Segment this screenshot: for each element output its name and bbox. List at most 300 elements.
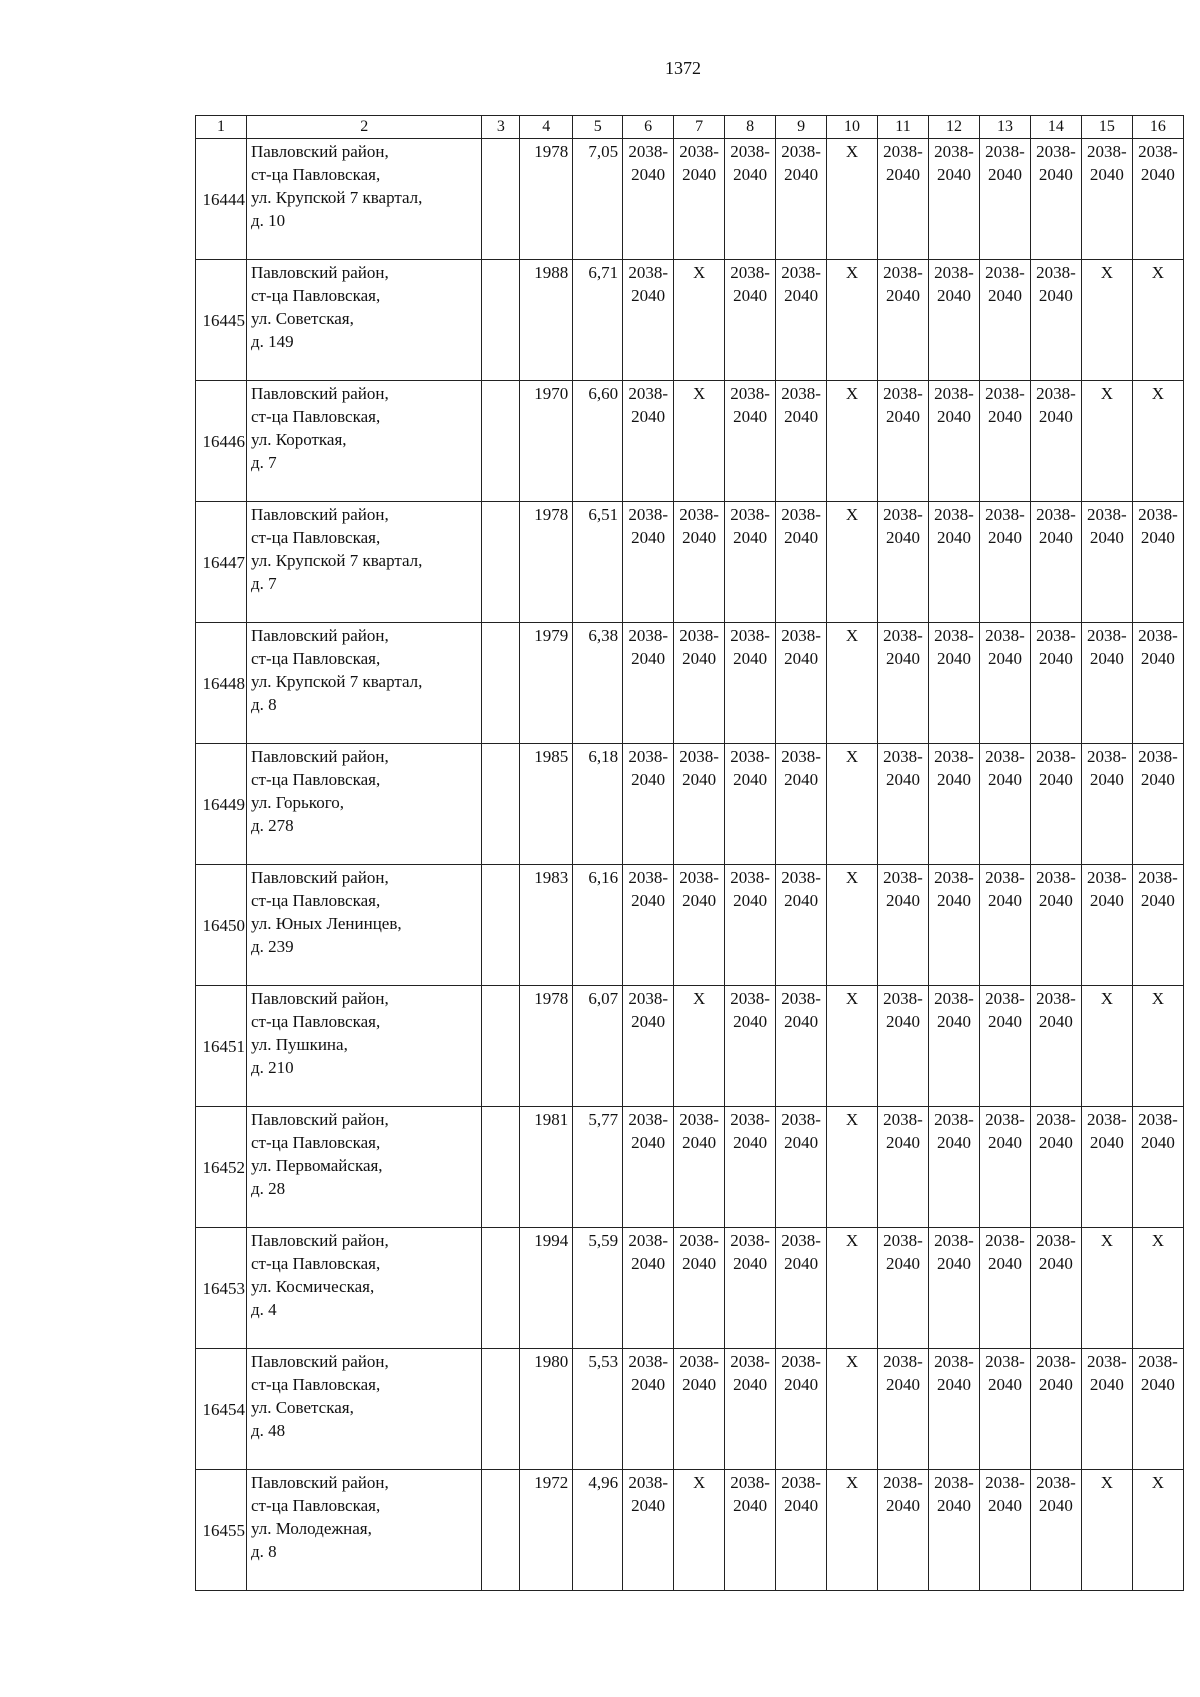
period-cell [623,502,674,623]
cell-line: 2040 [733,165,768,184]
cell-line: 2038- [730,505,770,524]
table-row [196,744,1184,865]
table-row [196,865,1184,986]
cell-line: Х [845,989,859,1008]
cell-line: Павловский район, [250,1473,389,1492]
cell-line: Х [845,505,859,524]
cell-line: 2038- [883,1110,923,1129]
cell-line: 2040 [631,1496,666,1515]
table-row [196,623,1184,744]
value-cell: 4,96 [573,1470,623,1591]
cell-line: 2038- [679,142,719,161]
cell-line: 2038- [934,626,974,645]
cell-line: 2038- [1087,1352,1127,1371]
period-cell [878,1470,929,1591]
cell-line: 2040 [886,891,920,910]
cell-line: 2038- [679,1352,719,1371]
column-header: 8 [725,116,776,139]
cell-line: 2040 [1089,1133,1124,1152]
cell-line: Х [1151,1473,1165,1492]
cell-line: 2040 [1038,407,1073,426]
period-cell [928,502,979,623]
column-3-cell [482,139,520,260]
cell-line: 2040 [682,649,717,668]
cell-line: 2038- [985,747,1025,766]
cell-line: 2038- [1138,747,1178,766]
period-cell [928,623,979,744]
cell-line: 2040 [682,1254,717,1273]
cell-line: 2040 [886,407,920,426]
row-id: 16444 [196,139,247,260]
column-3-cell [482,381,520,502]
cell-line: 2038- [730,1110,770,1129]
cell-line: Х [1100,989,1114,1008]
cell-line: 2040 [1038,770,1073,789]
cell-line: 2038- [985,384,1025,403]
year-cell: 1972 [520,1470,573,1591]
cell-line: Х [845,626,859,645]
cell-line: 2038- [730,384,770,403]
row-id: 16450 [196,865,247,986]
cell-line: Х [1151,1231,1165,1250]
period-cell [979,1107,1030,1228]
period-cell [827,1349,878,1470]
cell-line: Х [845,1231,859,1250]
cell-line: ул. Юных Ленинцев, [250,914,402,933]
cell-line: 2038- [934,1110,974,1129]
period-cell [878,865,929,986]
period-cell [878,1228,929,1349]
period-cell [979,865,1030,986]
table-row [196,139,1184,260]
cell-line: 2038- [1087,142,1127,161]
cell-line: 2038- [1087,747,1127,766]
period-cell [623,623,674,744]
cell-line: д. 7 [250,574,277,593]
cell-line: Х [1100,263,1114,282]
period-cell [1081,1107,1132,1228]
period-cell [1081,502,1132,623]
cell-line: 2038- [934,747,974,766]
cell-line: ул. Крупской 7 квартал, [250,188,423,207]
cell-line: ул. Крупской 7 квартал, [250,551,423,570]
period-cell [674,502,725,623]
cell-line: Х [845,263,859,282]
period-cell [1132,986,1183,1107]
period-cell [1030,744,1081,865]
cell-line: 2038- [628,989,668,1008]
period-cell [928,260,979,381]
cell-line: 2038- [934,505,974,524]
period-cell [878,260,929,381]
period-cell [776,986,827,1107]
column-3-cell [482,986,520,1107]
period-cell [674,139,725,260]
row-id: 16454 [196,1349,247,1470]
cell-line: 2038- [781,1110,821,1129]
period-cell [623,986,674,1107]
cell-line: Х [692,1473,706,1492]
cell-line: 2040 [784,1012,819,1031]
cell-line: ул. Пушкина, [250,1035,348,1054]
cell-line: д. 239 [250,937,294,956]
cell-line: ул. Советская, [250,1398,354,1417]
column-3-cell [482,260,520,381]
cell-line: 2040 [886,1012,920,1031]
cell-line: 2038- [679,626,719,645]
period-cell [928,1107,979,1228]
cell-line: 2038- [985,142,1025,161]
cell-line: 2038- [781,747,821,766]
cell-line: 2040 [631,770,666,789]
year-cell: 1988 [520,260,573,381]
period-cell [878,744,929,865]
cell-line: Х [845,747,859,766]
period-cell [928,1228,979,1349]
value-cell: 5,53 [573,1349,623,1470]
period-cell [928,381,979,502]
cell-line: ст-ца Павловская, [250,770,381,789]
cell-line: Павловский район, [250,989,389,1008]
cell-line: Павловский район, [250,263,389,282]
period-cell [827,139,878,260]
value-cell: 5,77 [573,1107,623,1228]
cell-line: ул. Короткая, [250,430,347,449]
cell-line: 2040 [886,165,920,184]
cell-line: 2040 [733,407,768,426]
cell-line: 2040 [682,165,717,184]
cell-line: 2040 [733,528,768,547]
cell-line: 2038- [1087,626,1127,645]
year-cell: 1985 [520,744,573,865]
year-cell: 1981 [520,1107,573,1228]
period-cell [674,381,725,502]
cell-line: 2038- [730,1473,770,1492]
period-cell [1132,1349,1183,1470]
period-cell [776,1107,827,1228]
cell-line: 2040 [886,528,920,547]
table-row [196,986,1184,1107]
period-cell [827,1228,878,1349]
period-cell [928,1349,979,1470]
cell-line: Павловский район, [250,868,389,887]
cell-line: ст-ца Павловская, [250,1375,381,1394]
cell-line: ул. Молодежная, [250,1519,372,1538]
table-row [196,381,1184,502]
column-3-cell [482,865,520,986]
period-cell [623,1228,674,1349]
period-cell [1081,260,1132,381]
cell-line: 2040 [784,1375,819,1394]
period-cell [1030,381,1081,502]
cell-line: 2038- [1036,1231,1076,1250]
cell-line: 2040 [784,1496,819,1515]
cell-line: 2038- [934,263,974,282]
column-3-cell [482,1107,520,1228]
cell-line: 2040 [1140,891,1175,910]
cell-line: 2040 [1140,1375,1175,1394]
cell-line: Х [1100,384,1114,403]
year-cell: 1978 [520,986,573,1107]
cell-line: 2040 [733,1496,768,1515]
period-cell [878,1349,929,1470]
period-cell [725,502,776,623]
address-cell [246,381,482,502]
period-cell [979,623,1030,744]
cell-line: 2040 [987,1375,1022,1394]
period-cell [928,986,979,1107]
year-cell: 1979 [520,623,573,744]
period-cell [776,744,827,865]
column-header: 15 [1081,116,1132,139]
period-cell [623,1349,674,1470]
cell-line: 2038- [781,989,821,1008]
cell-line: 2038- [781,263,821,282]
period-cell [776,623,827,744]
cell-line: 2038- [883,142,923,161]
cell-line: ст-ца Павловская, [250,1254,381,1273]
cell-line: Павловский район, [250,505,389,524]
cell-line: 2040 [682,891,717,910]
cell-line: ул. Горького, [250,793,344,812]
cell-line: 2038- [1036,142,1076,161]
period-cell [979,744,1030,865]
cell-line: 2038- [730,1352,770,1371]
cell-line: 2038- [781,1352,821,1371]
cell-line: 2040 [1140,1133,1175,1152]
cell-line: 2040 [784,165,819,184]
cell-line: 2040 [1140,649,1175,668]
cell-line: 2040 [631,1254,666,1273]
cell-line: 2038- [985,1473,1025,1492]
cell-line: 2038- [1138,626,1178,645]
period-cell [1132,502,1183,623]
period-cell [1081,1349,1132,1470]
cell-line: 2040 [1089,528,1124,547]
cell-line: 2040 [733,770,768,789]
cell-line: 2038- [1036,384,1076,403]
cell-line: 2040 [733,1133,768,1152]
period-cell [1030,1107,1081,1228]
column-header: 2 [246,116,482,139]
cell-line: Х [692,989,706,1008]
period-cell [674,1470,725,1591]
address-cell [246,502,482,623]
cell-line: 2038- [628,1110,668,1129]
cell-line: 2038- [1138,505,1178,524]
period-cell [827,1470,878,1591]
column-header: 1 [196,116,247,139]
cell-line: 2038- [781,868,821,887]
year-cell: 1994 [520,1228,573,1349]
period-cell [1081,865,1132,986]
period-cell [827,986,878,1107]
cell-line: 2038- [883,747,923,766]
table-row [196,502,1184,623]
cell-line: 2038- [679,1231,719,1250]
cell-line: 2040 [936,1375,971,1394]
cell-line: 2040 [784,770,819,789]
cell-line: 2038- [628,1231,668,1250]
cell-line: 2040 [631,528,666,547]
cell-line: 2040 [987,649,1022,668]
cell-line: 2040 [784,891,819,910]
column-3-cell [482,1470,520,1591]
cell-line: 2040 [784,528,819,547]
cell-line: 2040 [936,1012,971,1031]
period-cell [1132,744,1183,865]
cell-line: 2038- [934,1231,974,1250]
cell-line: Х [845,1352,859,1371]
period-cell [827,381,878,502]
period-cell [1081,1470,1132,1591]
row-id: 16448 [196,623,247,744]
period-cell [623,381,674,502]
period-cell [928,1470,979,1591]
cell-line: 2040 [682,528,717,547]
value-cell: 6,18 [573,744,623,865]
period-cell [827,744,878,865]
period-cell [827,865,878,986]
period-cell [979,1470,1030,1591]
period-cell [1132,139,1183,260]
year-cell: 1978 [520,139,573,260]
period-cell [623,139,674,260]
cell-line: 2040 [987,1012,1022,1031]
period-cell [878,502,929,623]
period-cell [979,260,1030,381]
column-header: 13 [979,116,1030,139]
cell-line: Павловский район, [250,747,389,766]
column-header: 11 [878,116,929,139]
cell-line: 2040 [1038,1496,1073,1515]
period-cell [725,1349,776,1470]
row-id: 16455 [196,1470,247,1591]
cell-line: 2038- [1036,1352,1076,1371]
cell-line: Х [845,1473,859,1492]
cell-line: 2040 [631,649,666,668]
period-cell [979,1228,1030,1349]
period-cell [776,381,827,502]
cell-line: 2038- [679,868,719,887]
period-cell [1030,865,1081,986]
cell-line: Х [1151,263,1165,282]
period-cell [1132,1107,1183,1228]
cell-line: 2038- [730,868,770,887]
cell-line: 2038- [781,1473,821,1492]
cell-line: 2040 [682,1133,717,1152]
cell-line: 2038- [985,989,1025,1008]
cell-line: 2038- [1036,1110,1076,1129]
cell-line: ст-ца Павловская, [250,407,381,426]
value-cell: 6,16 [573,865,623,986]
cell-line: 2040 [1038,1254,1073,1273]
column-3-cell [482,623,520,744]
period-cell [979,986,1030,1107]
period-cell [827,623,878,744]
cell-line: 2038- [883,989,923,1008]
cell-line: 2040 [1038,1133,1073,1152]
cell-line: 2038- [1087,868,1127,887]
cell-line: 2038- [679,747,719,766]
cell-line: 2040 [1089,891,1124,910]
period-cell [776,1349,827,1470]
cell-line: 2038- [883,1352,923,1371]
cell-line: д. 48 [250,1421,286,1440]
registry-table [195,115,1184,1591]
address-cell [246,744,482,865]
cell-line: 2038- [883,626,923,645]
cell-line: 2038- [628,747,668,766]
cell-line: д. 8 [250,1542,277,1561]
cell-line: 2038- [883,868,923,887]
cell-line: Павловский район, [250,1110,389,1129]
table-row [196,1107,1184,1228]
period-cell [1030,986,1081,1107]
period-cell [1030,1228,1081,1349]
cell-line: 2038- [730,989,770,1008]
cell-line: 2038- [1036,626,1076,645]
cell-line: Павловский район, [250,1231,389,1250]
cell-line: ст-ца Павловская, [250,1133,381,1152]
address-cell [246,139,482,260]
cell-line: 2040 [987,407,1022,426]
cell-line: 2040 [1038,891,1073,910]
cell-line: 2038- [730,626,770,645]
cell-line: Х [1151,989,1165,1008]
cell-line: 2038- [628,384,668,403]
cell-line: Х [845,142,859,161]
period-cell [979,139,1030,260]
period-cell [725,623,776,744]
period-cell [1132,381,1183,502]
table-row [196,1349,1184,1470]
period-cell [1081,986,1132,1107]
cell-line: 2038- [628,505,668,524]
cell-line: 2038- [883,1473,923,1492]
column-header: 5 [573,116,623,139]
cell-line: 2040 [936,770,971,789]
cell-line: 2040 [936,407,971,426]
cell-line: Х [1100,1473,1114,1492]
cell-line: ст-ца Павловская, [250,286,381,305]
address-cell [246,865,482,986]
period-cell [776,502,827,623]
cell-line: 2040 [733,1254,768,1273]
cell-line: 2040 [1038,165,1073,184]
cell-line: 2040 [631,1133,666,1152]
period-cell [725,1107,776,1228]
cell-line: Павловский район, [250,142,389,161]
column-header: 4 [520,116,573,139]
value-cell: 6,60 [573,381,623,502]
cell-line: ул. Крупской 7 квартал, [250,672,423,691]
address-cell [246,1470,482,1591]
header-row [196,116,1184,139]
cell-line: 2040 [733,1375,768,1394]
period-cell [674,1228,725,1349]
column-3-cell [482,1349,520,1470]
period-cell [623,1470,674,1591]
cell-line: 2038- [934,989,974,1008]
cell-line: ст-ца Павловская, [250,1012,381,1031]
cell-line: 2040 [987,165,1022,184]
cell-line: 2040 [784,286,819,305]
cell-line: 2040 [1140,528,1175,547]
address-cell [246,986,482,1107]
cell-line: 2038- [781,626,821,645]
cell-line: 2040 [631,407,666,426]
